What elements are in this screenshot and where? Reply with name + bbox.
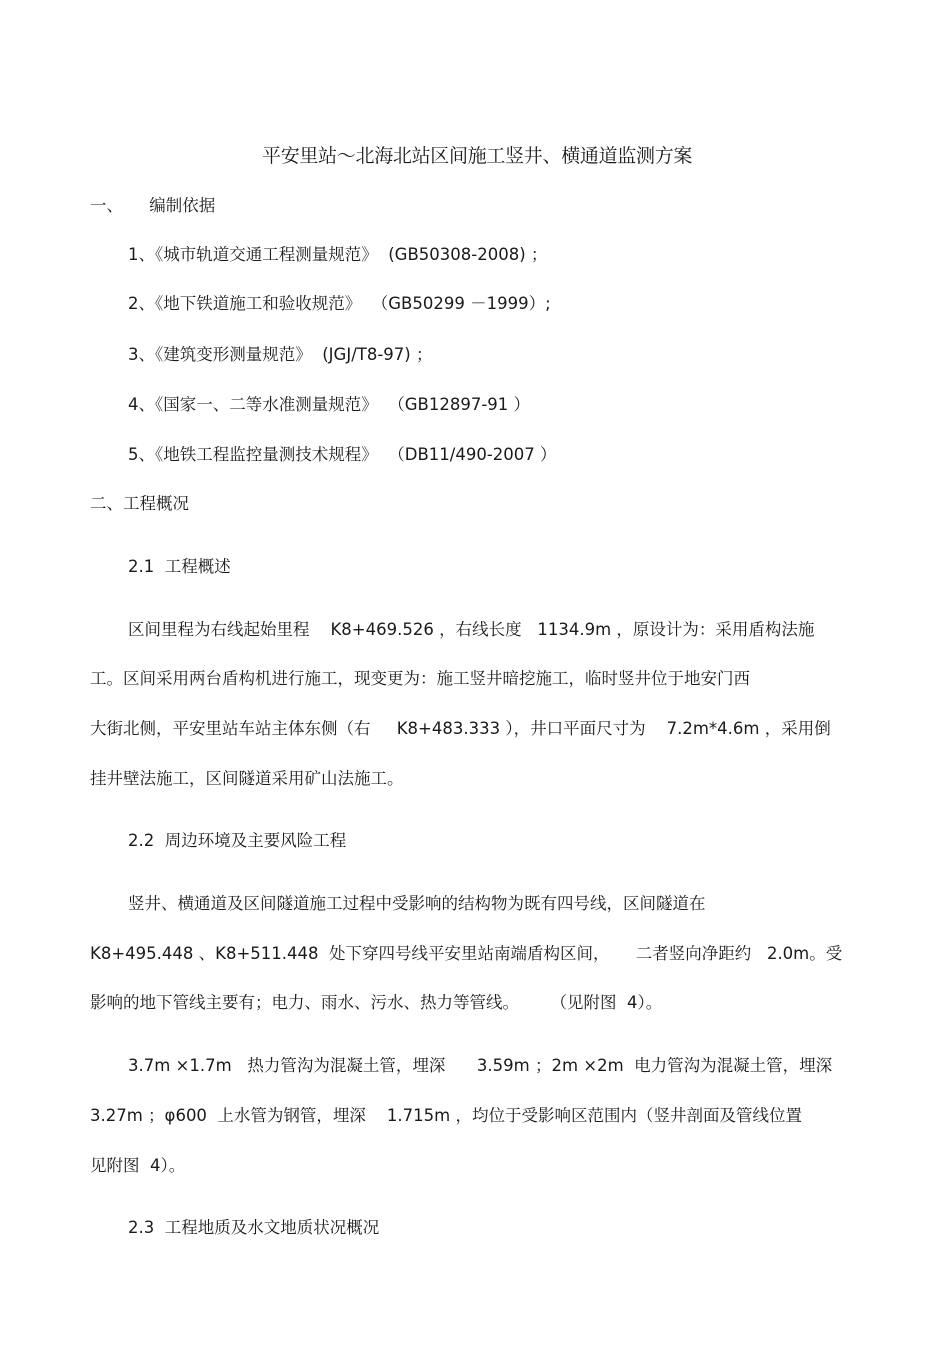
paragraph-line: 见附图 4）。 — [90, 1156, 186, 1175]
paragraph-line: 工。区间采用两台盾构机进行施工，现变更为：施工竖井暗挖施工，临时竖井位于地安门西 — [90, 669, 750, 688]
paragraph-line: 挂井壁法施工，区间隧道采用矿山法施工。 — [90, 769, 404, 788]
reference-item: 5、《地铁工程监控量测技术规程》 （DB11/490-2007 ） — [128, 445, 557, 464]
reference-item: 2、《地下铁道施工和验收规范》 （GB50299 －1999）; — [128, 294, 551, 313]
reference-item: 3、《建筑变形测量规范》 (JGJ/T8-97) ； — [128, 345, 433, 364]
reference-item: 1、《城市轨道交通工程测量规范》 (GB50308-2008) ； — [128, 245, 548, 264]
paragraph-line: 影响的地下管线主要有；电力、雨水、污水、热力等管线。 （见附图 4）。 — [90, 993, 663, 1012]
subsection-heading-2-1: 2.1 工程概述 — [128, 557, 231, 576]
paragraph-line: 大街北侧，平安里站车站主体东侧（右 K8+483.333 ），井口平面尺寸为 7.2m*4.6m ，采用倒 — [90, 719, 831, 738]
paragraph-line: 区间里程为右线起始里程 K8+469.526 ，右线长度 1134.9m ，原设计为：采用盾构法施 — [128, 620, 815, 639]
section-heading-basis: 一、 编制依据 — [90, 196, 216, 215]
document-title: 平安里站～北海北站区间施工竖井、横通道监测方案 — [262, 145, 693, 167]
subsection-heading-2-3: 2.3 工程地质及水文地质状况概况 — [128, 1218, 380, 1237]
section-heading-overview: 二、工程概况 — [90, 494, 189, 513]
subsection-heading-2-2: 2.2 周边环境及主要风险工程 — [128, 831, 347, 850]
reference-item: 4、《国家一、二等水准测量规范》 （GB12897-91 ） — [128, 395, 531, 414]
paragraph-line: 竖井、横通道及区间隧道施工过程中受影响的结构物为既有四号线，区间隧道在 — [128, 894, 706, 913]
paragraph-line: 3.7m ×1.7m 热力管沟为混凝土管，埋深 3.59m ；2m ×2m 电力管沟为混凝土管，埋深 — [128, 1056, 833, 1075]
paragraph-line: K8+495.448 、K8+511.448 处下穿四号线平安里站南端盾构区间， 二者竖向净距约 2.0m。受 — [90, 944, 843, 963]
paragraph-line: 3.27m ；φ600 上水管为钢管，埋深 1.715m ，均位于受影响区范围内（竖井剖面及管线位置 — [90, 1106, 802, 1125]
